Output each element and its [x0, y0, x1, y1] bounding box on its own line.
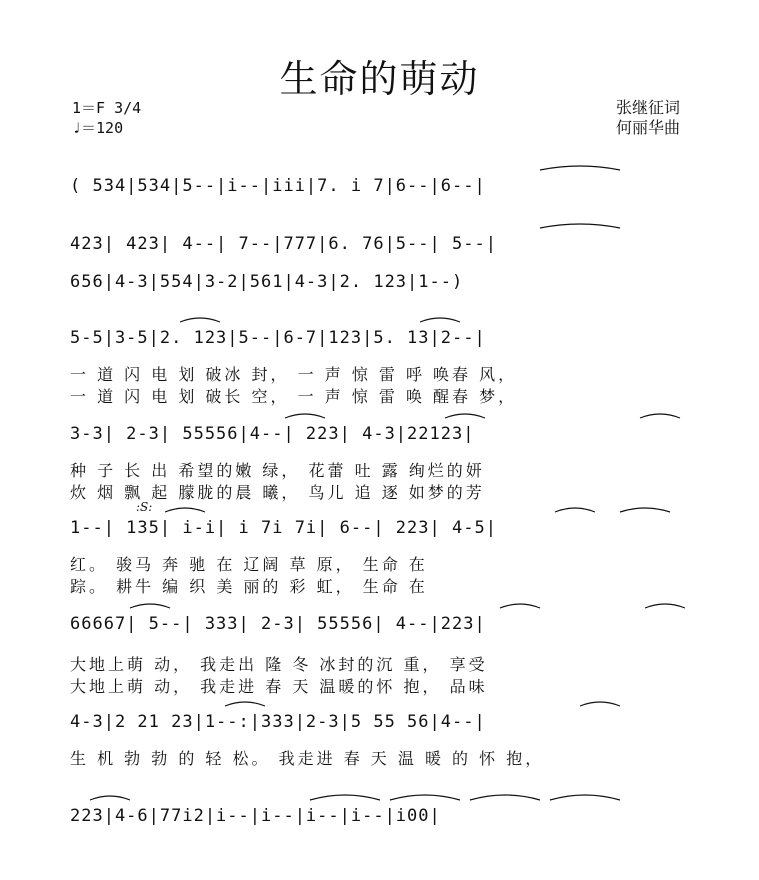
lyric-line-6: 踪。 耕牛 编 织 美 丽的 彩 虹， 生命 在 [70, 577, 428, 596]
slur-19 [470, 795, 540, 800]
lyricist-credit: 张继征词 [616, 98, 681, 117]
slur-4 [420, 318, 460, 322]
credits-block [616, 98, 680, 138]
song-title: 生命的萌动 [279, 57, 480, 101]
notation-line-5: 3-3| 2-3| 55556|4--| 223| 4-3|22123| [70, 424, 475, 444]
slur-2 [540, 224, 620, 228]
segno-mark: :S: [136, 500, 153, 514]
lyric-line-10 [70, 768, 279, 790]
notation-line-3: 656|4-3|554|3-2|561|4-3|2. 123|1--) [70, 272, 464, 292]
slur-20 [550, 795, 620, 800]
lyric-line-8: 大地上萌 动， 我走进 春 天 温暖的怀 抱， 品味 [70, 677, 488, 696]
lyric-line-5: 红。 骏马 奔 驰 在 辽阔 草 原， 生命 在 [70, 555, 428, 574]
lyric-line-4: 炊 烟 飘 起 朦胧的晨 曦， 鸟儿 追 逐 如梦的芳 [70, 483, 485, 502]
slur-6 [445, 414, 485, 418]
slur-10 [620, 508, 670, 512]
notation-line-9: 223|4-6|77i2|i--|i--|i--|i--|i00| [70, 806, 441, 826]
slur-3 [180, 318, 220, 322]
slur-5 [285, 414, 325, 418]
tempo-block [72, 98, 141, 138]
slur-11 [130, 604, 170, 608]
slur-13 [645, 604, 685, 608]
lyric-line-2: 一 道 闪 电 划 破长 空， 一 声 惊 雷 唤 醒春 梦， [70, 387, 518, 406]
composer-credit: 何丽华曲 [616, 118, 681, 137]
lyric-line-9: 生 机 勃 勃 的 轻 松。 我走进 春 天 温 暖 的 怀 抱， [70, 749, 545, 768]
slur-14 [225, 702, 265, 706]
lyric-line-1: 一 道 闪 电 划 破冰 封， 一 声 惊 雷 呼 唤春 风， [70, 365, 518, 384]
lyric-line-3: 种 子 长 出 希望的嫩 绿， 花蕾 吐 露 绚烂的妍 [70, 461, 485, 480]
slur-8 [165, 508, 205, 512]
notation-line-4: 5-5|3-5|2. 123|5--|6-7|123|5. 13|2--| [70, 328, 486, 348]
slur-12 [500, 604, 540, 608]
tempo-marking: ♩＝120 [72, 119, 124, 137]
notation-line-7: 66667| 5--| 333| 2-3| 55556| 4--|223| [70, 614, 486, 634]
slur-17 [310, 795, 380, 800]
slur-18 [390, 795, 460, 800]
slur-9 [555, 508, 595, 512]
slur-7 [640, 414, 680, 418]
lyric-line-7: 大地上萌 动， 我走出 隆 冬 冰封的沉 重， 享受 [70, 655, 488, 674]
slur-1 [540, 166, 620, 170]
slur-15 [580, 702, 620, 706]
notation-line-1: ( 534|534|5--|i--|iii|7. i 7|6--|6--| [70, 176, 486, 196]
notation-line-8: 4-3|2 21 23|1--:|333|2-3|5 55 56|4--| [70, 712, 486, 732]
slur-16 [90, 796, 130, 800]
notation-line-6: 1--| 135| i-i| i 7i 7i| 6--| 223| 4-5| [70, 518, 497, 538]
notation-line-2: 423| 423| 4--| 7--|777|6. 76|5--| 5--| [70, 234, 497, 254]
key-signature: 1＝F 3/4 [72, 99, 142, 117]
